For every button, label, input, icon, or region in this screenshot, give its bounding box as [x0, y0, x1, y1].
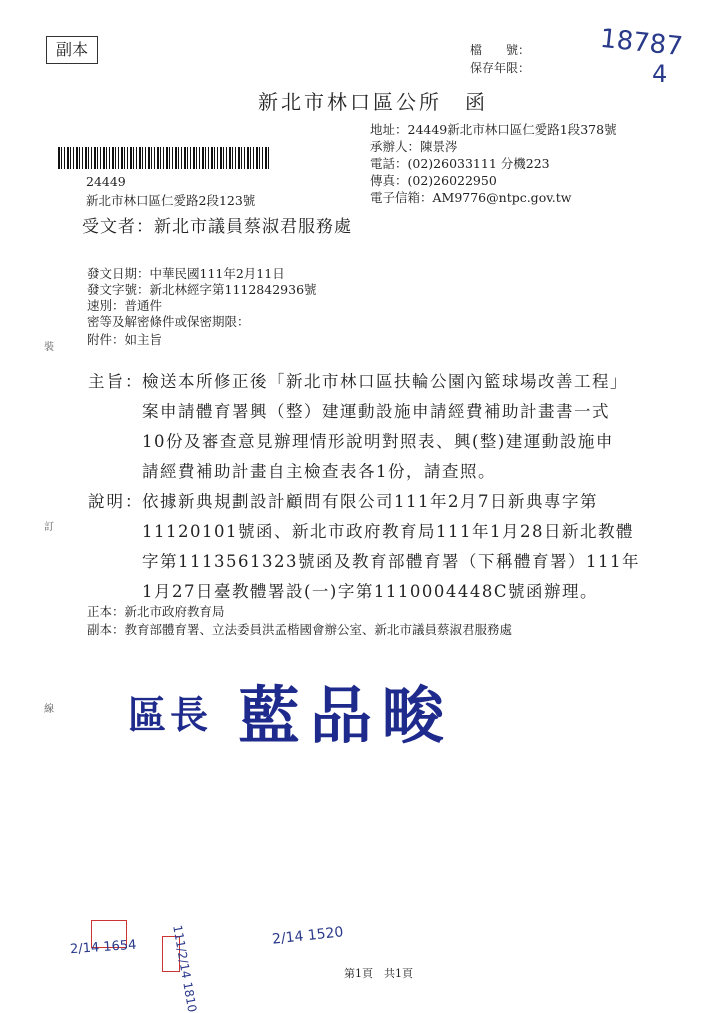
explanation-line: 字第1113561323號函及教育部體育署（下稱體育署）111年 [142, 552, 640, 571]
sender-email: 電子信箱：AM9776@ntpc.gov.tw [370, 190, 572, 205]
handwritten-note: 2/14 1654 [69, 937, 137, 958]
handwritten-note: 111/2/14 1810 [170, 924, 200, 1013]
barcode [58, 147, 270, 169]
handwritten-mark: 4 [652, 60, 668, 88]
margin-mark: 裝 [44, 342, 54, 353]
copy-label: 副本 [46, 36, 98, 64]
field-secrecy: 密等及解密條件或保密期限： [87, 314, 250, 329]
explanation-line: 依據新典規劃設計顧問有限公司111年2月7日新典專字第 [142, 492, 598, 511]
file-number-label: 檔 號： [470, 43, 531, 57]
margin-mark: 訂 [44, 522, 54, 533]
sender-handler: 承辦人：陳景涔 [370, 139, 458, 154]
subject-label: 主旨： [88, 372, 144, 391]
explanation-line: 11120101號函、新北市政府教育局111年1月28日新北教體 [142, 522, 634, 541]
sender-phone: 電話：(02)26033111 分機223 [370, 156, 550, 171]
cc-recipients: 副本：教育部體育署、立法委員洪孟楷國會辦公室、新北市議員蔡淑君服務處 [87, 622, 513, 637]
receiver: 受文者：新北市議員蔡淑君服務處 [82, 217, 352, 237]
field-speed: 速別：普通件 [87, 298, 163, 313]
recipient-zip: 24449 [86, 174, 126, 189]
signature-name: 藍品畯 [238, 679, 455, 752]
explanation-label: 說明： [88, 492, 144, 511]
handwritten-note: 2/14 1520 [271, 924, 345, 948]
subject-line: 檢送本所修正後「新北市林口區扶輪公園內籃球場改善工程」 [142, 372, 628, 391]
primary-recipient: 正本：新北市政府教育局 [87, 604, 225, 619]
sender-fax: 傳真：(02)26022950 [370, 173, 497, 188]
field-date: 發文日期：中華民國111年2月11日 [87, 266, 285, 281]
handwritten-number: 18787 [598, 23, 685, 63]
subject-line: 10份及審查意見辦理情形說明對照表、興(整)建運動設施申 [142, 432, 614, 451]
field-doc-no: 發文字號：新北林經字第1112842936號 [87, 282, 317, 297]
field-attachment: 附件：如主旨 [87, 332, 163, 347]
agency-title: 新北市林口區公所 函 [258, 90, 488, 114]
margin-mark: 線 [44, 704, 54, 715]
subject-line: 請經費補助計畫自主檢查表各1份，請查照。 [142, 462, 496, 481]
sender-address: 地址：24449新北市林口區仁愛路1段378號 [370, 122, 617, 137]
recipient-address: 新北市林口區仁愛路2段123號 [86, 193, 256, 208]
retention-label: 保存年限： [470, 61, 531, 75]
subject-line: 案申請體育署興（整）建運動設施申請經費補助計畫書一式 [142, 402, 610, 421]
page-footer: 第1頁 共1頁 [344, 967, 413, 980]
explanation-line: 1月27日臺教體署設(一)字第1110004448C號函辦理。 [142, 582, 598, 601]
signature-title: 區長 [128, 693, 213, 737]
